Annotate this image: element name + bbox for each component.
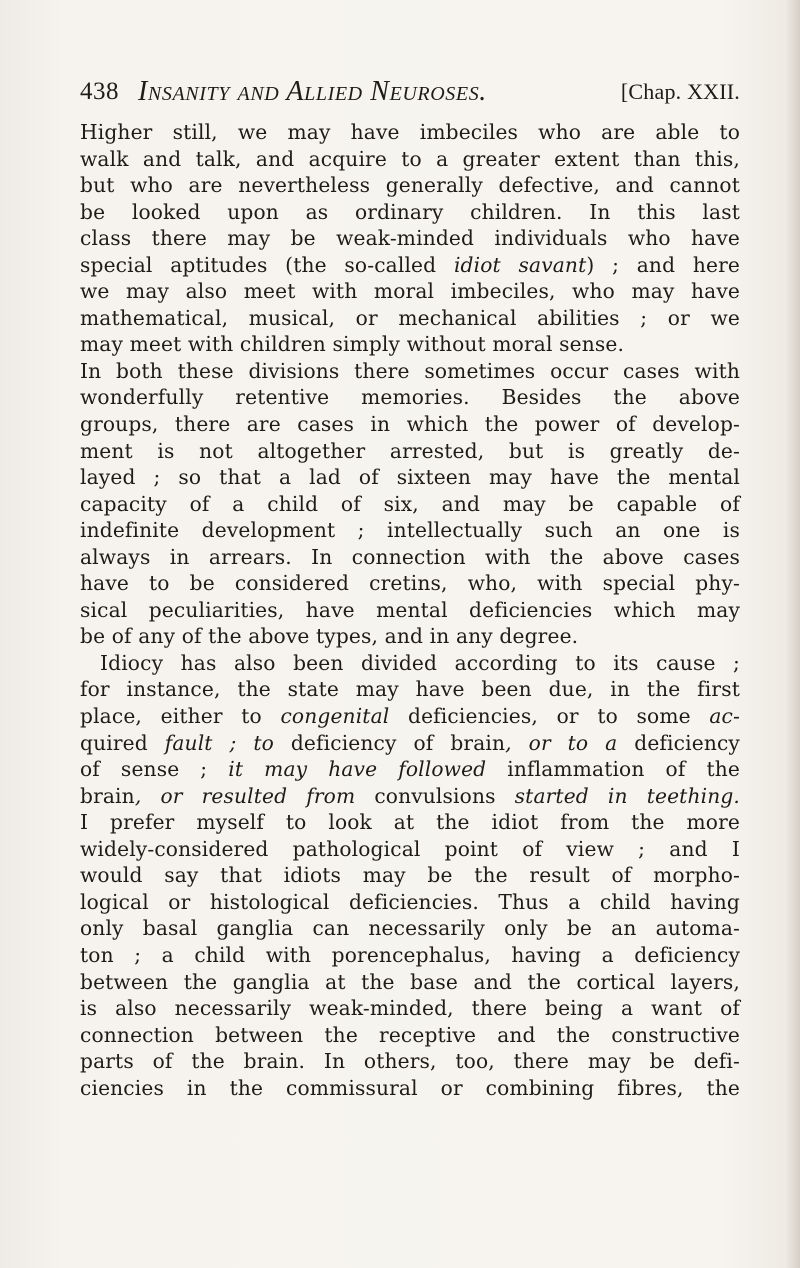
- text-run: for instance, the state may have been due, in the first: [80, 677, 740, 702]
- page-header: [80, 78, 740, 114]
- text-run: walk and talk, and acquire to a greater extent than this,: [80, 146, 740, 171]
- italic-text: congenital: [280, 704, 390, 729]
- text-line: [80, 969, 740, 996]
- text-run: widely-considered pathological point of view ; and I: [80, 836, 740, 861]
- text-line: [80, 199, 740, 226]
- text-run: class there may be weak-minded individuals who have: [80, 226, 740, 251]
- text-line: [80, 384, 740, 411]
- text-line: [80, 119, 740, 146]
- page-edge-shadow: [786, 0, 800, 1268]
- text-run: In both these divisions there sometimes occur cases with: [80, 358, 740, 383]
- text-run: Idiocy has also been divided according to its cause ;: [100, 650, 740, 675]
- text-run: ) ; and here: [586, 252, 741, 277]
- text-run: I prefer myself to look at the idiot from the more: [80, 810, 740, 835]
- text-run: special aptitudes (the so-called: [80, 252, 454, 277]
- text-run: inflammation of the: [507, 757, 740, 782]
- text-run: be looked upon as ordinary children. In this last: [80, 199, 740, 224]
- text-line: [80, 517, 740, 544]
- text-line: [80, 1075, 740, 1102]
- text-run: ton ; a child with porencephalus, having a deficiency: [80, 942, 740, 967]
- text-run: of sense ;: [80, 757, 208, 782]
- text-line: [80, 491, 740, 518]
- text-line: [80, 703, 740, 730]
- text-line: [80, 305, 740, 332]
- text-line: [80, 597, 740, 624]
- italic-text: fault ; to: [147, 730, 291, 755]
- text-line: [80, 650, 740, 677]
- text-line: [80, 836, 740, 863]
- italic-text: idiot savant: [453, 252, 587, 277]
- text-line: [80, 756, 740, 783]
- text-run: may meet with children simply without moral sense.: [80, 332, 625, 357]
- text-run: layed ; so that a lad of sixteen may have the mental: [80, 465, 740, 490]
- page-number: 438: [80, 78, 119, 105]
- text-line: [80, 783, 740, 810]
- text-line: [80, 146, 740, 173]
- text-line: [80, 252, 740, 279]
- text-run: capacity of a child of six, and may be capable of: [80, 491, 740, 516]
- text-run: brain: [80, 783, 135, 808]
- text-line: [80, 464, 740, 491]
- text-line: [80, 358, 740, 385]
- text-line: [80, 995, 740, 1022]
- text-run: convulsions: [374, 783, 496, 808]
- text-run: would say that idiots may be the result of morpho-: [80, 863, 740, 888]
- italic-text: started in teething.: [495, 783, 740, 808]
- text-run: parts of the brain. In others, too, there may be defi-: [80, 1049, 740, 1074]
- text-run: we may also meet with moral imbeciles, who may have: [80, 279, 740, 304]
- text-run: place, either to: [80, 704, 281, 729]
- text-run: groups, there are cases in which the power of develop-: [80, 412, 740, 437]
- text-line: [80, 1048, 740, 1075]
- text-line: [80, 676, 740, 703]
- text-run: indefinite development ; intellectually such an one is: [80, 518, 740, 543]
- text-line: [80, 915, 740, 942]
- text-run: connection between the receptive and the constructive: [80, 1022, 740, 1047]
- text-line: [80, 942, 740, 969]
- text-line: [80, 544, 740, 571]
- text-run: but who are nevertheless generally defective, and cannot: [80, 173, 740, 198]
- text-line: [80, 809, 740, 836]
- text-line: [80, 889, 740, 916]
- text-line: [80, 225, 740, 252]
- text-run: between the ganglia at the base and the cortical layers,: [80, 969, 740, 994]
- text-run: ment is not altogether arrested, but is greatly de-: [80, 438, 740, 463]
- text-run: mathematical, musical, or mechanical abilities ; or we: [80, 305, 740, 330]
- italic-text: , or resulted from: [134, 783, 375, 808]
- italic-text: ac-: [709, 704, 740, 729]
- italic-text: it may have followed: [207, 757, 508, 782]
- text-run: only basal ganglia can necessarily only be an automa-: [80, 916, 740, 941]
- text-run: sical peculiarities, have mental deficiencies which may: [80, 597, 740, 622]
- text-line: [80, 172, 740, 199]
- text-line: [80, 411, 740, 438]
- text-run: be of any of the above types, and in any degree.: [80, 624, 579, 649]
- text-run: deficiencies, or to some: [389, 704, 710, 729]
- text-line: [80, 438, 740, 465]
- text-line: [80, 862, 740, 889]
- text-run: is also necessarily weak-minded, there being a want of: [80, 996, 740, 1021]
- running-title: Insanity and Allied Neuroses.: [138, 76, 487, 107]
- text-line: [80, 1022, 740, 1049]
- text-line: [80, 570, 740, 597]
- text-run: Higher still, we may have imbeciles who are able to: [80, 120, 740, 144]
- italic-text: , or to a: [505, 730, 635, 755]
- text-run: wonderfully retentive memories. Besides the above: [80, 385, 740, 410]
- chapter-reference: [Chap. XXII.: [620, 79, 740, 104]
- text-line: [80, 730, 740, 757]
- text-line: [80, 331, 740, 358]
- text-run: ciencies in the commissural or combining fibres, the: [80, 1075, 740, 1100]
- text-line: [80, 623, 740, 650]
- text-run: always in arrears. In connection with the above cases: [80, 544, 740, 569]
- text-run: logical or histological deficiencies. Thus a child having: [80, 889, 740, 914]
- text-run: quired: [80, 730, 148, 755]
- text-line: [80, 278, 740, 305]
- text-run: have to be considered cretins, who, with special phy-: [80, 571, 740, 596]
- text-run: deficiency of brain: [290, 730, 506, 755]
- body-text: [80, 119, 740, 1101]
- text-run: deficiency: [634, 730, 740, 755]
